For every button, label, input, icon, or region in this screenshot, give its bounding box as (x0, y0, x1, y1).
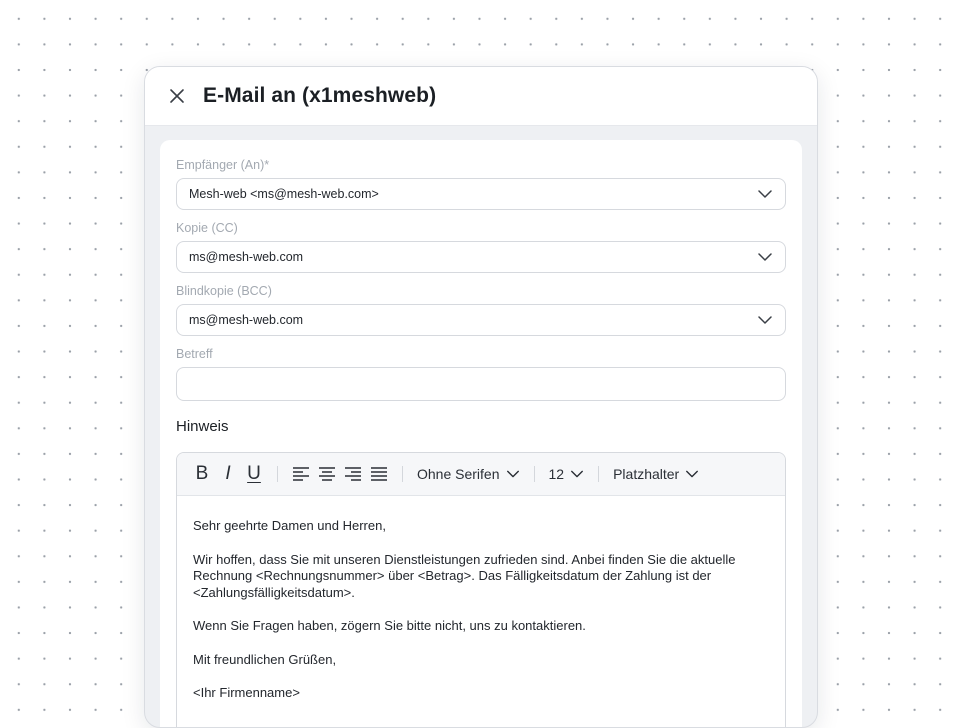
greeting-text: Sehr geehrte Damen und Herren, (193, 518, 386, 533)
underline-label: U (247, 463, 261, 484)
align-right-button[interactable] (340, 460, 366, 488)
align-left-button[interactable] (288, 460, 314, 488)
toolbar-divider (277, 466, 278, 482)
rich-text-editor (176, 452, 786, 728)
chevron-down-icon (757, 186, 773, 202)
underline-button[interactable] (241, 460, 267, 488)
italic-label: I (225, 463, 231, 484)
bold-button[interactable] (189, 460, 215, 488)
close-button[interactable] (165, 84, 189, 108)
bcc-label: Blindkopie (BCC) (176, 284, 272, 298)
placeholder-dropdown[interactable] (609, 466, 703, 482)
email-dialog (144, 66, 818, 728)
italic-button[interactable] (215, 460, 241, 488)
to-value: Mesh-web <ms@mesh-web.com> (189, 187, 379, 201)
subject-label: Betreff (176, 347, 213, 361)
dialog-title: E-Mail an (x1meshweb) (203, 84, 437, 107)
align-center-button[interactable] (314, 460, 340, 488)
bcc-select[interactable] (176, 304, 786, 336)
dialog-header (145, 67, 817, 126)
closing-text: Mit freundlichen Grüßen, (193, 651, 337, 667)
cc-label: Kopie (CC) (176, 221, 238, 235)
chevron-down-icon (506, 467, 520, 481)
close-icon (169, 88, 185, 104)
email-form (160, 140, 802, 728)
font-family-value: Ohne Serifen (417, 466, 500, 482)
editor-content[interactable] (177, 496, 785, 702)
align-left-icon (292, 466, 310, 482)
subject-input[interactable] (176, 367, 786, 401)
to-select[interactable] (176, 178, 786, 210)
align-justify-button[interactable] (366, 460, 392, 488)
chevron-down-icon (570, 467, 584, 481)
align-center-icon (318, 466, 336, 482)
chevron-down-icon (685, 467, 699, 481)
toolbar-divider (402, 466, 403, 482)
toolbar-divider (598, 466, 599, 482)
toolbar-divider (534, 466, 535, 482)
chevron-down-icon (757, 312, 773, 328)
cc-select[interactable] (176, 241, 786, 273)
chevron-down-icon (757, 249, 773, 265)
cc-value: ms@mesh-web.com (189, 250, 304, 264)
align-justify-icon (370, 466, 388, 482)
bcc-value: ms@mesh-web.com (189, 313, 304, 327)
bold-label: B (195, 463, 209, 484)
placeholder-value: Platzhalter (613, 466, 680, 482)
body-paragraph-1: Wir hoffen, dass Sie mit unseren Dienstleistungen zufrieden sind. Anbei finden Sie die aktuelle Rechnung <Rechnungsnummer> über <Betrag>. Das Fälligkeitsdatum der Zahlung ist der <Zahlungsfälligkeitsdatum>. (193, 551, 736, 600)
signature-text: <Ihr Firmenname> (193, 685, 300, 700)
align-right-icon (344, 466, 362, 482)
font-size-dropdown[interactable] (545, 466, 589, 482)
note-title: Hinweis (176, 418, 229, 435)
to-label: Empfänger (An)* (176, 158, 270, 172)
editor-toolbar (177, 453, 785, 496)
font-family-dropdown[interactable] (413, 466, 524, 482)
font-size-value: 12 (548, 466, 565, 482)
body-paragraph-2: Wenn Sie Fragen haben, zögern Sie bitte nicht, uns zu kontaktieren. (193, 618, 586, 633)
